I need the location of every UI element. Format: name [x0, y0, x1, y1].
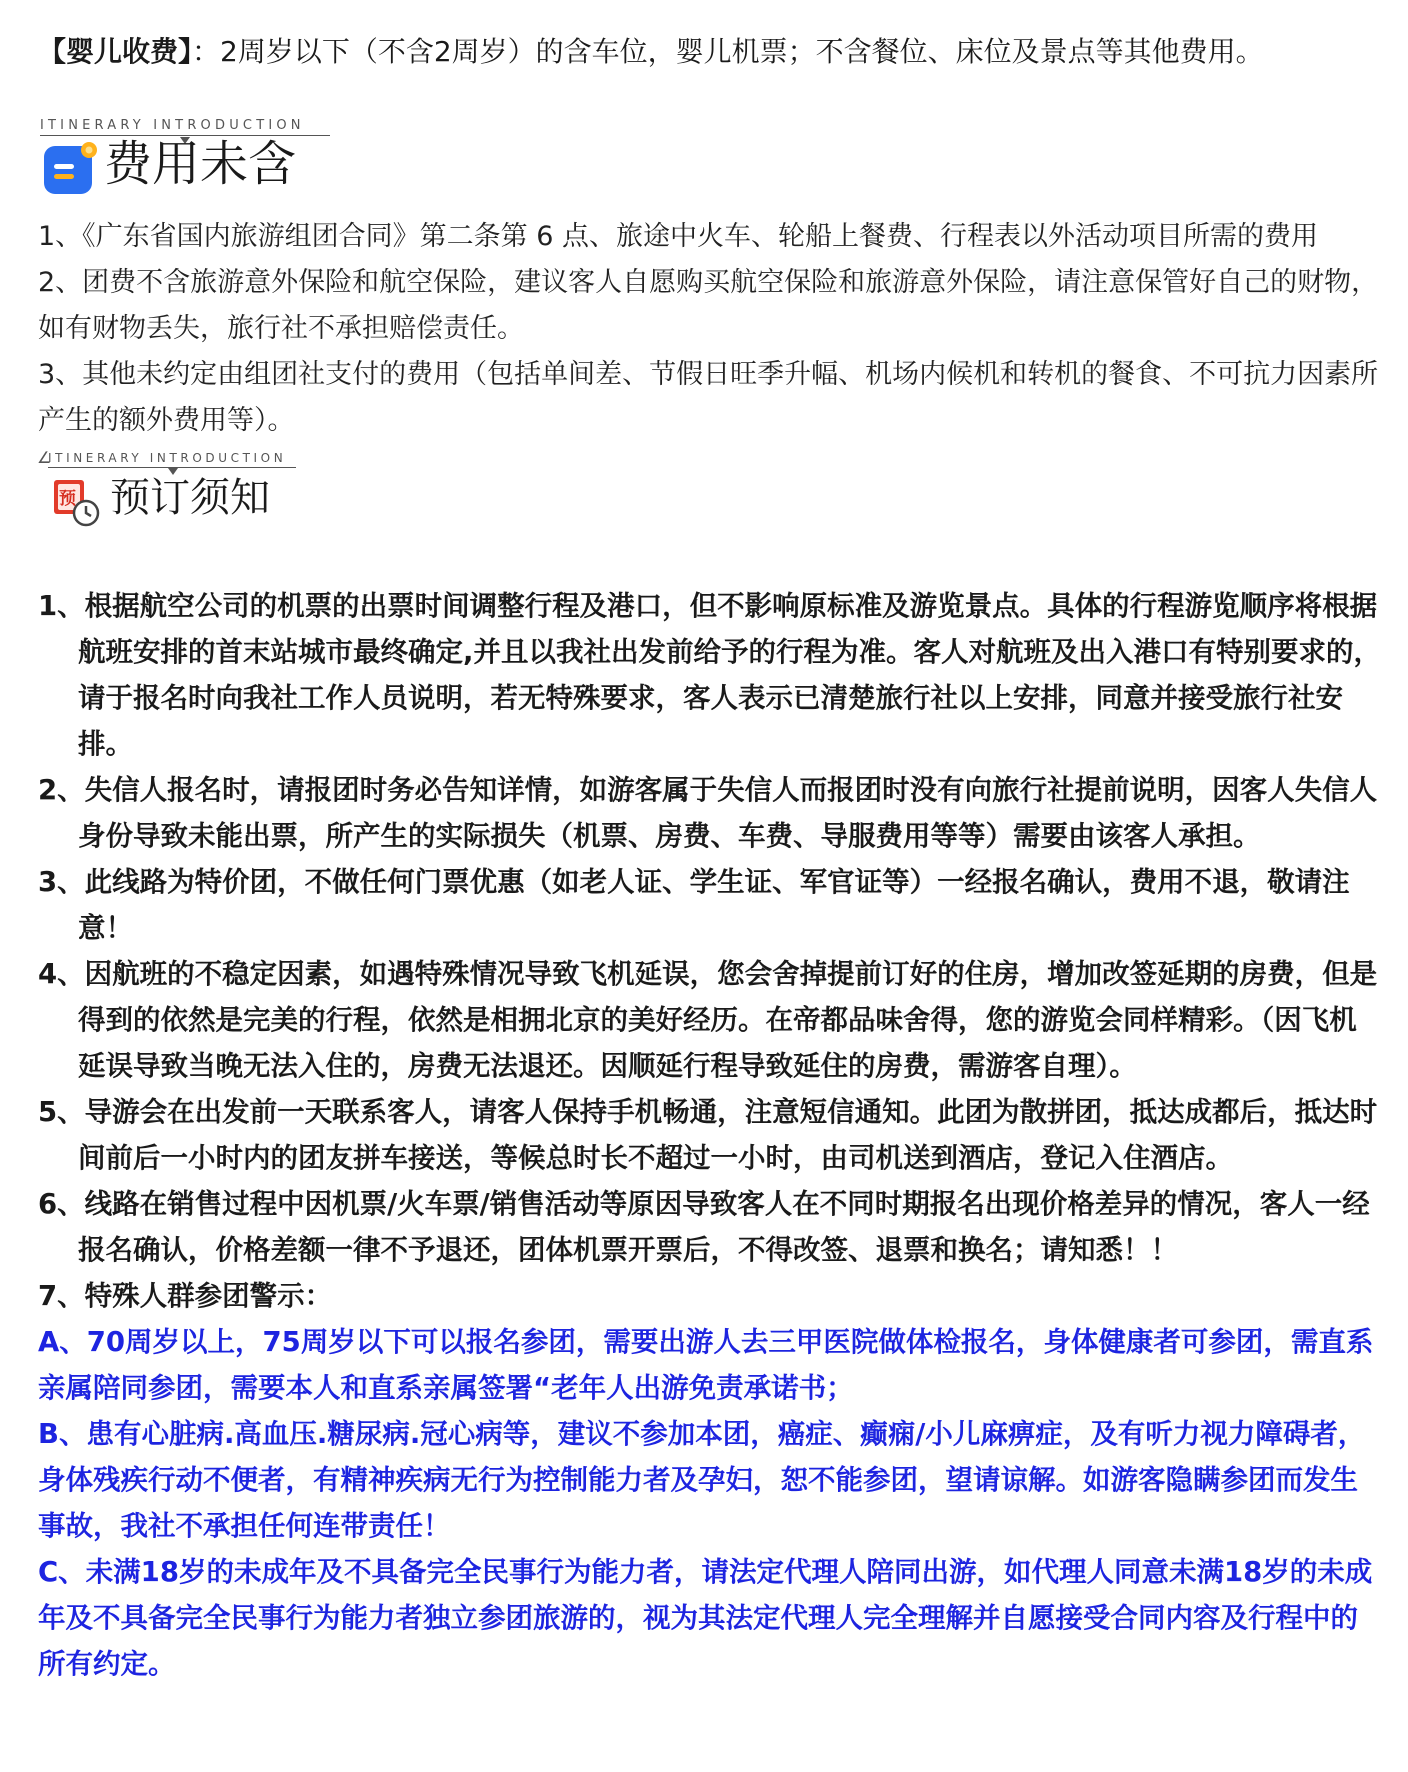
- booking-item-4: 4、因航班的不稳定因素，如遇特殊情况导致飞机延误，您会舍掉提前订好的住房，增加改签延期的房费，但是得到的依然是完美的行程，依然是相拥北京的美好经历。在帝都品味舍得，您的游览会同样精彩。（因飞机延误导致当晚无法入住的，房费无法退还。因顺延行程导致延住的房费，需游客自理）。: [38, 958, 1378, 1082]
- booking-item-7: 7、特殊人群参团警示：: [38, 1280, 333, 1312]
- booking-list: [38, 583, 1383, 1687]
- excluded-item-3: 3、其他未约定由组团社支付的费用（包括单间差、节假日旺季升幅、机场内候机和转机的餐食、不可抗力因素所产生的额外费用等）。: [38, 359, 1379, 436]
- warning-b: B、患有心脏病.高血压.糖尿病.冠心病等，建议不参加本团，癌症、癫痫/小儿麻痹症，及有听力视力障碍者，身体残疾行动不便者，有精神疾病无行为控制能力者及孕妇，恕不能参团，望请谅解。如游客隐瞒参团而发生事故，我社不承担任何连带责任！: [38, 1418, 1366, 1542]
- warning-c: C、未满18岁的未成年及不具备完全民事行为能力者，请法定代理人陪同出游，如代理人同意未满18岁的未成年及不具备完全民事行为能力者独立参团旅游的，视为其法定代理人完全理解并自愿接受合同内容及行程中的所有约定。: [38, 1556, 1373, 1680]
- stray-glyph: ∠: [37, 448, 52, 467]
- excluded-section-title: 费用未含: [104, 136, 297, 192]
- booking-item-2: 2、失信人报名时，请报团时务必告知详情，如游客属于失信人而报团时没有向旅行社提前说明，因客人失信人身份导致未能出票，所产生的实际损失（机票、房费、车费、导服费用等等）需要由该客人承担。: [38, 774, 1378, 852]
- booking-section-title: 预订须知: [110, 475, 270, 521]
- calendar-clock-icon: [52, 478, 102, 528]
- warning-a: A、70周岁以上，75周岁以下可以报名参团，需要出游人去三甲医院做体检报名，身体健康者可参团，需直系亲属陪同参团，需要本人和直系亲属签署“老年人出游免责承诺书；: [38, 1326, 1374, 1404]
- booking-item-1: 1、根据航空公司的机票的出票时间调整行程及港口，但不影响原标准及游览景点。具体的行程游览顺序将根据航班安排的首末站城市最终确定,并且以我社出发前给予的行程为准。客人对航班及出入港口有特别要求的，请于报名时向我社工作人员说明，若无特殊要求，客人表示已清楚旅行社以上安排，同意并接受旅行社安排。: [38, 590, 1381, 760]
- booking-item-3: 3、此线路为特价团，不做任何门票优惠（如老人证、学生证、军官证等）一经报名确认，费用不退，敬请注意！: [38, 866, 1350, 944]
- excluded-list: [38, 214, 1383, 444]
- infant-fee-line: [38, 30, 1378, 74]
- excluded-item-1: 1、《广东省国内旅游组团合同》第二条第 6 点、旅途中火车、轮船上餐费、行程表以外活动项目所需的费用: [38, 221, 1319, 252]
- booking-item-5: 5、导游会在出发前一天联系客人，请客人保持手机畅通，注意短信通知。此团为散拼团，抵达成都后，抵达时间前后一小时内的团友拼车接送，等候总时长不超过一小时，由司机送到酒店，登记入住酒店。: [38, 1096, 1378, 1174]
- infant-fee-label: 【婴儿收费】: [38, 35, 193, 68]
- infant-fee-text: ：2周岁以下（不含2周岁）的含车位，婴儿机票；不含餐位、床位及景点等其他费用。: [192, 35, 1264, 68]
- booking-subtitle: [48, 450, 296, 468]
- booking-item-6: 6、线路在销售过程中因机票/火车票/销售活动等原因导致客人在不同时期报名出现价格差异的情况，客人一经报名确认，价格差额一律不予退还，团体机票开票后，不得改签、退票和换名；请知悉！！: [38, 1188, 1370, 1266]
- wallet-icon: [42, 140, 100, 198]
- calendar-icon-glyph: 预: [59, 489, 76, 509]
- booking-subtitle-en: ITINERARY INTRODUCTION: [48, 450, 296, 468]
- excluded-item-2: 2、团费不含旅游意外保险和航空保险，建议客人自愿购买航空保险和旅游意外保险，请注意保管好自己的财物， 如有财物丢失，旅行社不承担赔偿责任。: [38, 267, 1379, 344]
- excluded-subtitle-en: ITINERARY INTRODUCTION: [40, 118, 330, 136]
